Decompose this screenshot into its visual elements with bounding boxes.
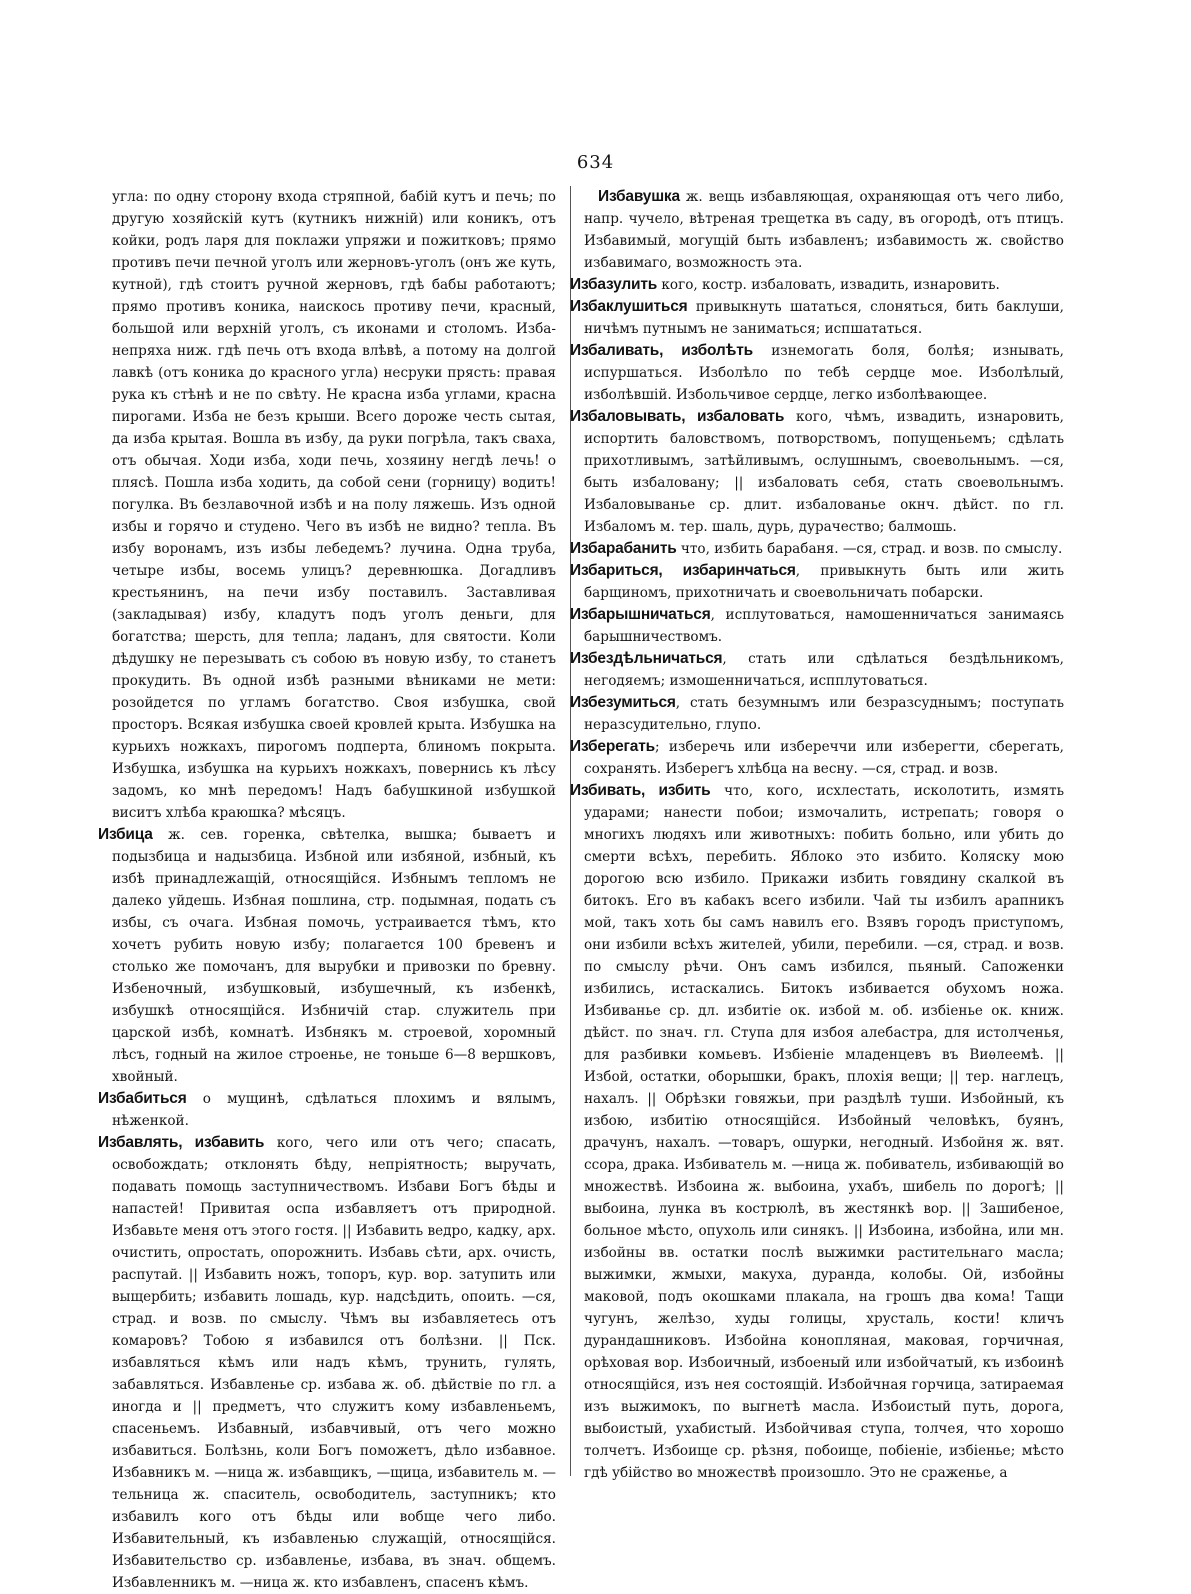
headword: Избариться, избаринчаться — [570, 562, 796, 579]
entry-izbalivat — [570, 340, 1064, 406]
headword: Избарабанить — [570, 540, 677, 557]
entry-izberegat — [570, 736, 1064, 780]
headword: Избабиться — [98, 1090, 187, 1107]
definition: изнемогать боля, болѣя; изнывать, испуршаться. Изболѣло по тебѣ сердце мое. Изболѣлый, изболѣвшій. Избольчивое сердце, легко изболѣвающее. — [584, 343, 1064, 403]
headword: Избарышничаться — [570, 606, 711, 623]
headword: Избаловывать, избаловать — [570, 408, 785, 425]
entry-izbaritsya — [570, 560, 1064, 604]
entry-izbivat — [570, 780, 1064, 1484]
entry-izbarabanit — [570, 538, 1064, 560]
definition: ж. сев. горенка, свѣтелка, вышка; бываетъ и подызбица и надызбица. Избной или избяной, избный, къ избѣ принадлежащій, относящійся. Избнымъ тепломъ не далеко уйдешь. Избная пошлина, стр. подымная, подать съ избы, съ очага. Избная помочь, устраивается тѣмъ, кто хочетъ рубить новую избу; полагается 100 бревенъ и столько же помочанъ, для вырубки и привозки по бревну. Избеночный, избушковый, избушечный, къ избенкѣ, избушкѣ относящійся. Избничій стар. служитель при царской избѣ, комнатѣ. Избнякъ м. строевой, хоромный лѣсъ, годный на жилое строенье, не тоньше 6—8 вершковъ, хвойный. — [112, 827, 556, 1085]
headword: Избавушка — [598, 188, 680, 205]
entry-izbezdelnichatsya — [570, 648, 1064, 692]
definition: кого, чѣмъ, извадить, изнаровить, испортить баловствомъ, потворствомъ, попущеньемъ; сдѣлать прихотливымъ, затѣйливымъ, ослушнымъ, своевольнымъ. —ся, быть избаловану; || избаловать себя, стать своевольнымъ. Избаловыванье ср. длит. избалованье окнч. дѣйст. по гл. Избаломъ м. тер. шаль, дурь, дурачество; балмошь. — [584, 409, 1064, 535]
headword: Изберегать — [570, 738, 655, 755]
headword: Избивать, избить — [570, 782, 711, 799]
column-divider — [570, 186, 571, 1476]
headword: Избезумиться — [570, 694, 676, 711]
headword: Избездѣльничаться — [570, 650, 723, 667]
definition: , стать или сдѣлаться бездѣльникомъ, негодяемъ; измошенничаться, испплутоваться. — [584, 651, 1064, 689]
definition: о мущинѣ, сдѣлаться плохимъ и вялымъ, нѣженкой. — [112, 1091, 556, 1129]
definition: , привыкнуть быть или жить барщиномъ, прихотничать и своевольничать побарски. — [584, 563, 1064, 601]
continuation-text: угла: по одну сторону входа стряпной, бабій кутъ и печь; по другую хозяйскій кутъ (кутникъ нижній) или коникъ, отъ койки, родъ ларя для поклажи упряжи и пожитковъ; прямо противъ печи печной уголъ или жерновъ-уголъ (онъ же куть, кутной), гдѣ стоитъ ручной жерновъ, гдѣ бабы работаютъ; прямо противъ коника, наискось противу печи, красный, большой или верхній уголъ, съ иконами и столомъ. Изба-непряха ниж. гдѣ печь отъ входа влѣвѣ, а потому на долгой лавкѣ (отъ коника до красного угла) несруки прясть: правая рука къ стѣнѣ и не по свѣту. Не красна изба углами, красна пирогами. Изба не безъ крыши. Всего дороже честь сытая, да изба крытая. Вошла въ избу, да руки погрѣла, такъ сваха, отъ обычая. Ходи изба, ходи печь, хозяину негдѣ лечь! о плясѣ. Пошла изба ходить, да собой сени (горницу) водить! погулка. Въ безлавочной избѣ и на полу ляжешь. Изъ одной избы и горячо и студено. Чего въ избѣ не видно? тепла. Въ избу воронамъ, изъ избы лебедемъ? лучина. Одна труба, четыре избы, восемь улицъ? деревнюшка. Догадливъ крестьянинъ, на печи избу поставилъ. Заставливая (закладывая) избу, кладутъ подъ уголъ деньги, для богатства; шерсть, для тепла; ладанъ, для святости. Коли дѣдушку не перезывать съ собою въ новую избу, то станетъ прокудить. Въ одной избѣ разными вѣниками не мети: розойдется по угламъ богатство. Своя избушка, свой просторъ. Всякая избушка своей кровлей крыта. Избушка на курьихъ ножкахъ, пирогомъ подперта, блиномъ покрыта. Избушка, избушка на курьихъ ножкахъ, повернись къ лѣсу задомъ, ко мнѣ передомъ! Надъ бабушкиной избушкой виситъ хлѣба краюшка? мѣсяцъ. — [112, 189, 556, 821]
definition: , исплутоваться, намошенничаться занимаясь барышничествомъ. — [584, 607, 1064, 645]
definition: что, избить барабаня. —ся, страд. и возв. по смыслу. — [680, 541, 1063, 557]
definition: привыкнуть шататься, слоняться, бить баклуши, ничѣмъ путнымъ не заниматься; испшататься. — [584, 299, 1064, 337]
entry-izbitsa — [98, 824, 556, 1088]
headword: Избаклушиться — [570, 298, 688, 315]
definition: ж. вещь избавляющая, охраняющая отъ чего либо, напр. чучело, вѣтреная трещетка въ саду, въ огородѣ, отъ птицъ. Избавимый, могущій быть избавленъ; избавимость ж. свойство избавимаго, возможность эта. — [584, 189, 1064, 271]
headword: Избазулить — [570, 276, 658, 293]
entry-izbavushka — [584, 186, 1064, 274]
headword: Избавлять, избавить — [98, 1134, 265, 1151]
definition: кого, чего или отъ чего; спасать, освобождать; отклонять бѣду, непріятность; выручать, подавать помощь заступничествомъ. Избави Богъ бѣды и напастей! Привитая оспа избавляетъ отъ природной. Избавьте меня отъ этого гостя. || Избавить ведро, кадку, арх. очистить, опростать, опорожнить. Избавь сѣти, арх. очисть, распутай. || Избавить ножъ, топоръ, кур. вор. затупить или выщербить; избавить лошадь, кур. надсѣдить, опоить. —ся, страд. и возв. по смыслу. Чѣмъ вы избавляетесь отъ комаровъ? Тобою я избавился отъ болѣзни. || Пск. избавляться кѣмъ или надъ кѣмъ, трунить, гулять, забавляться. Избавленье ср. избава ж. об. дѣйствіе по гл. а иногда и || предметъ, что служитъ кому избавленьемъ, спасеньемъ. Избавный, избавчивый, отъ чего можно избавиться. Болѣзнь, коли Богъ поможетъ, дѣло избавное. Избавникъ м. —ница ж. избавщикъ, —щица, избавитель м. —тельница ж. спаситель, освободитель, заступникъ; кто избавилъ кого отъ бѣды или вобще чего либо. Избавительный, къ избавленью служащій, относящійся. Избавительство ср. избавленье, избава, въ знач. общемъ. Избавленникъ м. —ница ж. кто избавленъ, спасенъ кѣмъ. — [112, 1135, 556, 1591]
continuation-paragraph — [112, 186, 556, 824]
page-number: 634 — [576, 152, 615, 173]
definition: что, кого, исхлестать, исколотить, измять ударами; нанести побои; измочалить, истрепать; говоря о многихъ людяхъ или животныхъ: побить больно, или убить до смерти всѣхъ, перебить. Яблоко это избито. Коляску мою дорогою всю избило. Прикажи избить говядину скалкой въ битокъ. Его въ кабакъ всего избили. Чай ты избилъ арапникъ мой, такъ хоть бы самъ навилъ его. Взявъ городъ приступомъ, они избили всѣхъ жителей, убили, перебили. —ся, страд. и возв. по смыслу рѣчи. Онъ самъ избился, пьяный. Сапоженки избились, истаскались. Битокъ избивается обухомъ ножа. Избиванье ср. дл. избитіе ок. избой м. об. избіенье ок. книж. дѣйст. по знач. гл. Ступа для избоя алебастра, для истолченья, для разбивки комьевъ. Избіеніе младенцевъ въ Виѳлеемѣ. || Избой, остатки, оборышки, бракъ, плохія вещи; || тер. наглецъ, нахалъ. || Обрѣзки говяжьи, при раздѣлѣ туши. Избойный, къ избою, избитію относящійся. Избойный человѣкъ, буянъ, драчунъ, нахалъ. —товаръ, ошурки, негодный. Избойня ж. вят. ссора, драка. Избиватель м. —ница ж. побиватель, избивающій во множествѣ. Избоина ж. выбоина, ухабъ, шибель по дорогѣ; || выбоина, лунка въ кострюлѣ, въ жестянкѣ вор. || Зашибеное, больное мѣсто, опухоль или синякъ. || Избоина, избойна, или мн. избойны вв. остатки послѣ выжимки растительнаго масла; выжимки, жмыхи, макуха, дуранда, колобы. Ой, избойны маковой, подъ окошками плакала, на грошъ два кома! Тащи чугунъ, желѣзо, худы голицы, хрусталь, кости! кличъ дурандашниковъ. Избойна конопляная, маковая, горчичная, орѣховая вор. Избоичный, избоеный или избойчатый, къ избоинѣ относящійся, изъ нея состоящій. Избойчная горчица, затираемая изъ выжимокъ, по выгнетѣ масла. Избоистый путь, дорога, выбоистый, ухабистый. Избойчивая ступа, толчея, что хорошо толчетъ. Избоище ср. рѣзня, побоище, побіеніе, избіенье; мѣсто гдѣ убійство во множествѣ произошло. Это не сраженье, а — [584, 783, 1064, 1481]
entry-izbaryshnichatsya — [570, 604, 1064, 648]
left-column — [98, 186, 556, 1591]
entry-izbazulit — [570, 274, 1064, 296]
headword: Избаливать, изболѣть — [570, 342, 753, 359]
definition: ; изберечь или избереччи или изберегти, сберегать, сохранять. Изберегъ хлѣбца на весну. —ся, страд. и возв. — [584, 739, 1064, 777]
definition: , стать безумнымъ или безразсуднымъ; поступать неразсудительно, глупо. — [584, 695, 1064, 733]
definition: кого, костр. избаловать, извадить, изнаровить. — [661, 277, 1000, 293]
entry-izbaklushitsya — [570, 296, 1064, 340]
entry-izbavlyat — [98, 1132, 556, 1594]
right-column — [570, 186, 1064, 1566]
headword: Избица — [98, 826, 153, 843]
entry-izbabitsya — [98, 1088, 556, 1132]
entry-izbalovyvat — [570, 406, 1064, 538]
entry-izbezumitsya — [570, 692, 1064, 736]
